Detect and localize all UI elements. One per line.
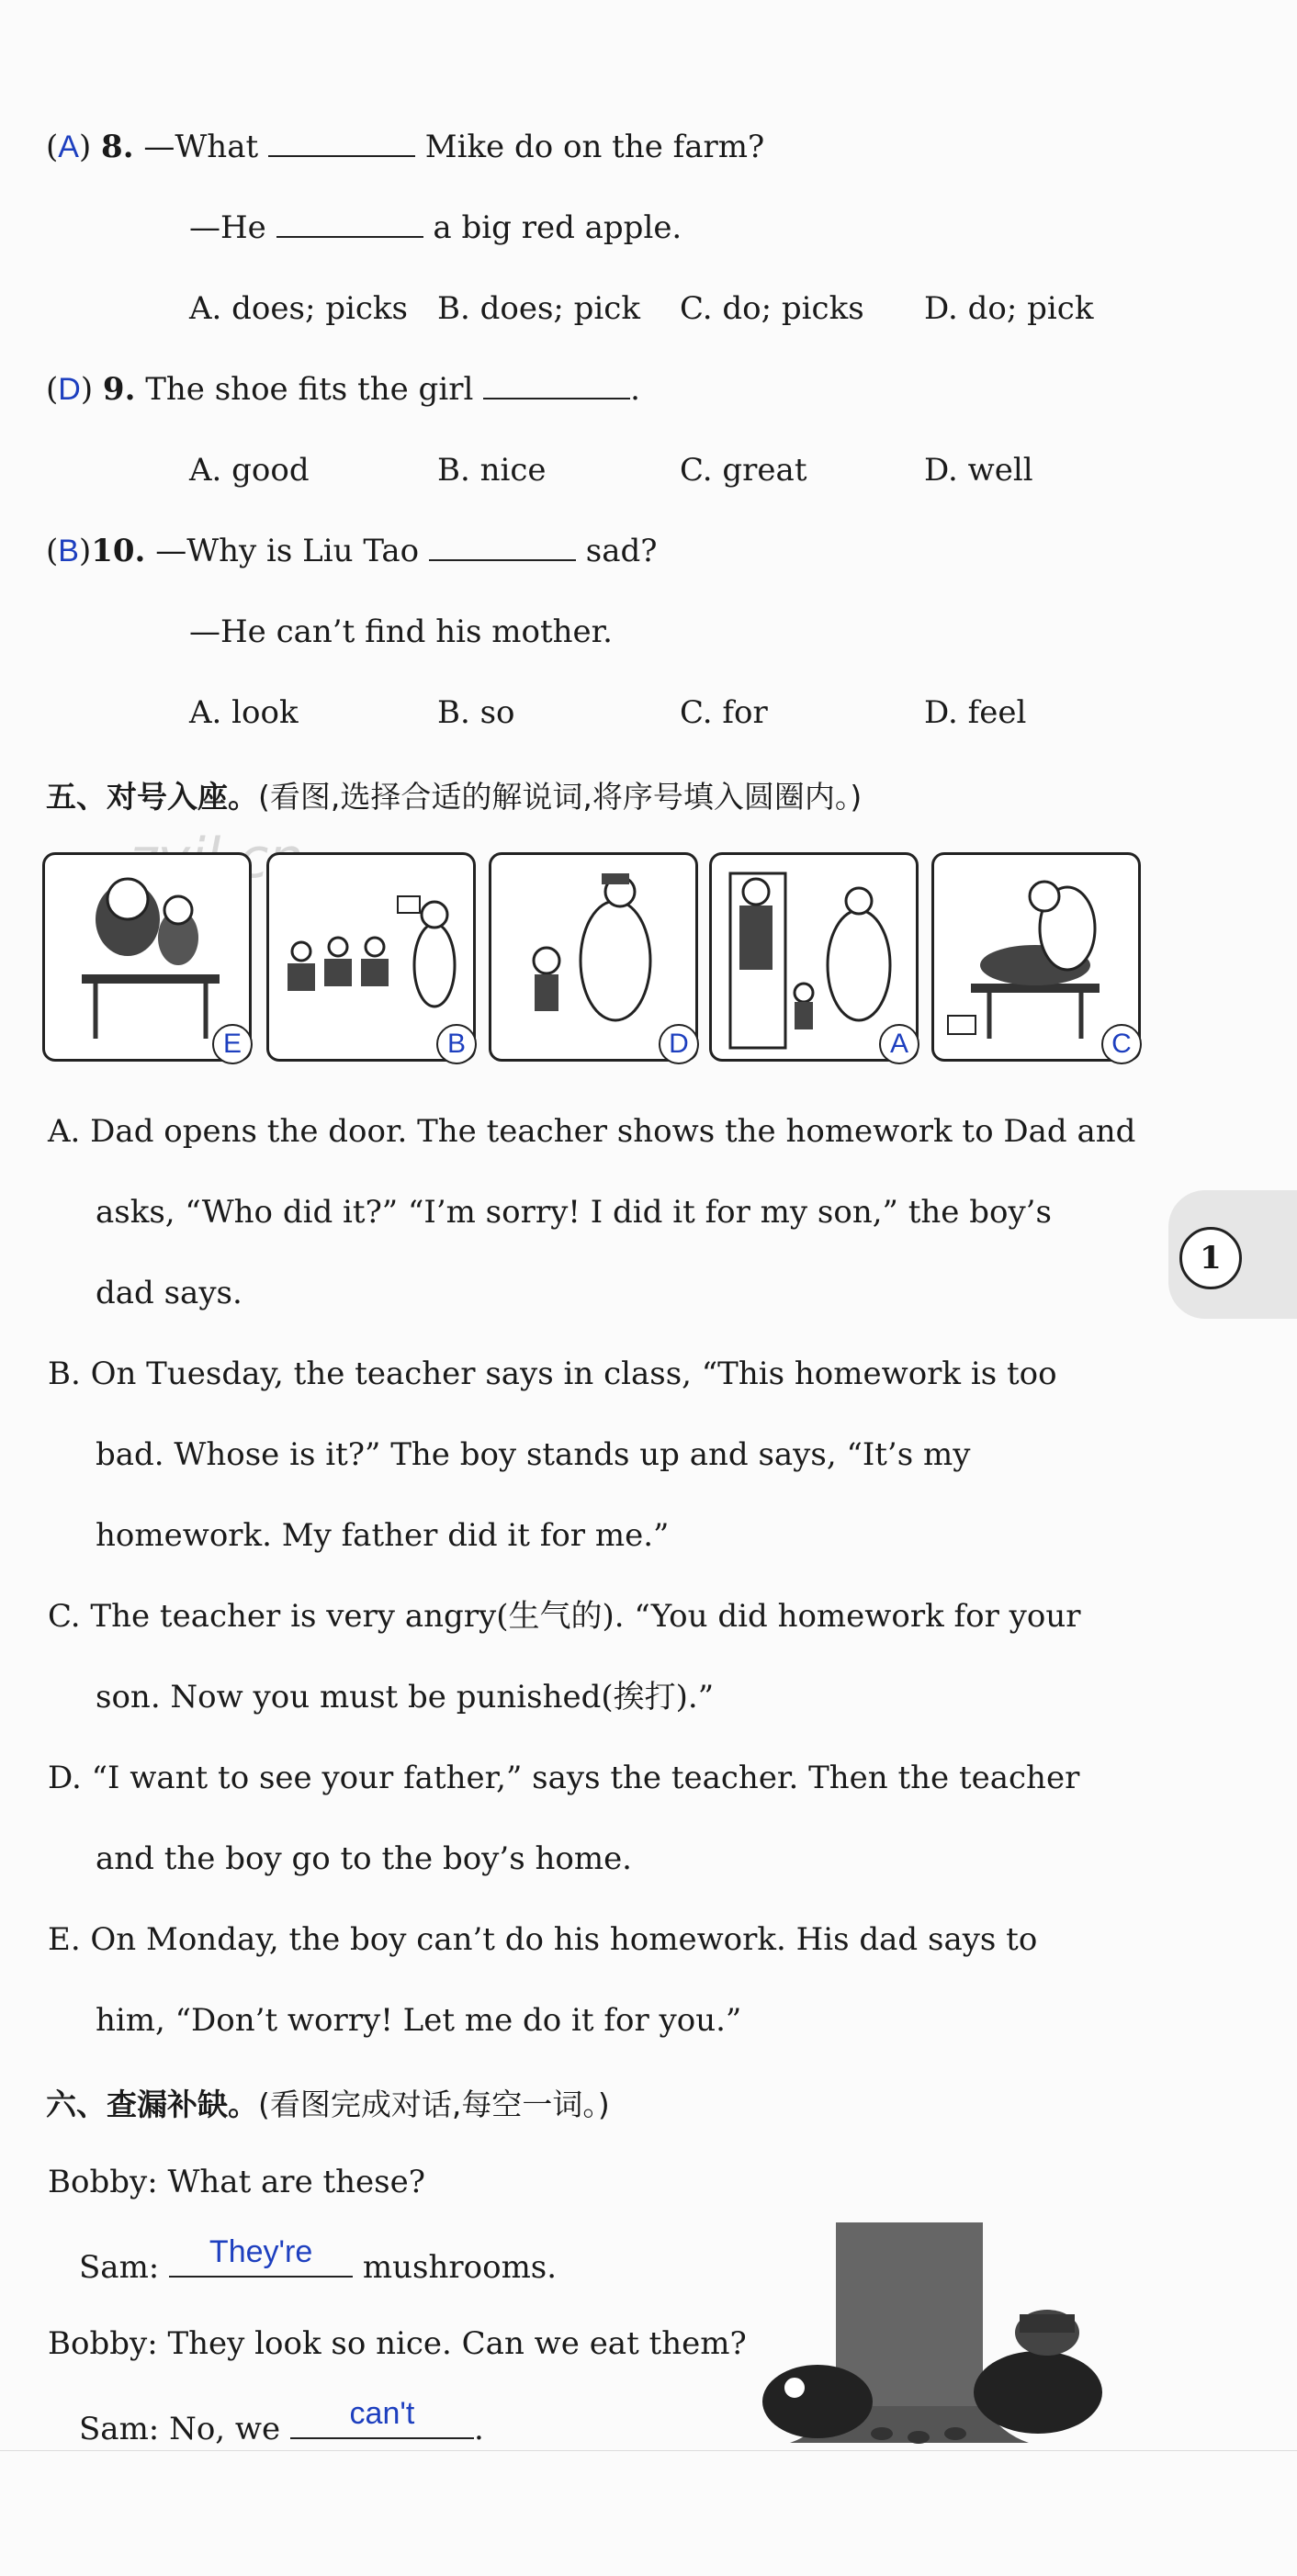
paragraph-c-line-1: C. The teacher is very angry(生气的). “You did homework for your: [48, 1598, 1081, 1635]
answer-8: A: [58, 129, 79, 164]
blank: [268, 131, 415, 157]
panel-answer-1: E: [212, 1024, 253, 1064]
question-9-line-1: (D) 9. The shoe fits the girl .: [46, 371, 640, 408]
dialog-line-4: Sam: No, we can't .: [79, 2396, 484, 2447]
option-10-d: D. feel: [924, 694, 1027, 731]
option-8-d: D. do; pick: [924, 290, 1094, 327]
question-number-8: 8.: [101, 129, 134, 165]
footer-divider: [0, 2450, 1297, 2451]
answer-blank-2: can't: [290, 2404, 474, 2439]
option-9-a: A. good: [189, 452, 310, 489]
picture-panel-2: [266, 852, 476, 1062]
picture-panel-5: [931, 852, 1141, 1062]
question-number-9: 9.: [102, 371, 136, 408]
option-9-b: B. nice: [437, 452, 547, 489]
picture-panel-4: [709, 852, 919, 1062]
section-5-heading: 五、对号入座。(看图,选择合适的解说词,将序号填入圆圈内。): [46, 779, 863, 815]
question-8-line-1: (A) 8. —What Mike do on the farm?: [46, 129, 765, 165]
picture-panel-1: [42, 852, 252, 1062]
answer-9: D: [58, 372, 81, 407]
mushrooms-tree-illustration: [735, 2222, 1130, 2452]
paragraph-b-line-2: bad. Whose is it?” The boy stands up and says, “It’s my: [96, 1436, 971, 1473]
section-6-heading: 六、查漏补缺。(看图完成对话,每空一词。): [46, 2087, 610, 2122]
panel-answer-3: D: [659, 1024, 699, 1064]
option-8-a: A. does; picks: [189, 290, 408, 327]
panel-answer-5: C: [1101, 1024, 1142, 1064]
option-9-d: D. well: [924, 452, 1033, 489]
answer-10: B: [58, 534, 79, 568]
page-number: 1: [1179, 1227, 1242, 1289]
option-10-b: B. so: [437, 694, 515, 731]
paragraph-a-line-2: asks, “Who did it?” “I’m sorry! I did it for my son,” the boy’s: [96, 1194, 1052, 1231]
panel-answer-2: B: [436, 1024, 477, 1064]
answer-blank-1: They're: [169, 2243, 353, 2278]
paragraph-e-line-2: him, “Don’t worry! Let me do it for you.”: [96, 2002, 742, 2039]
blank: [429, 535, 576, 561]
question-8-line-2: —He a big red apple.: [189, 209, 682, 246]
blank: [483, 374, 630, 399]
paragraph-a-line-3: dad says.: [96, 1275, 242, 1311]
option-10-c: C. for: [680, 694, 768, 731]
dialog-line-2: Sam: They're mushrooms.: [79, 2234, 558, 2286]
option-8-c: C. do; picks: [680, 290, 864, 327]
option-8-b: B. does; pick: [437, 290, 640, 327]
paragraph-b-line-3: homework. My father did it for me.”: [96, 1517, 670, 1554]
panel-answer-4: A: [879, 1024, 919, 1064]
option-10-a: A. look: [189, 694, 299, 731]
paragraph-d-line-1: D. “I want to see your father,” says the teacher. Then the teacher: [48, 1760, 1080, 1796]
dialog-line-3: Bobby: They look so nice. Can we eat them?: [48, 2325, 747, 2362]
page-tab: [1168, 1190, 1297, 1319]
question-number-10: 10.: [91, 533, 146, 569]
question-10-line-2: —He can’t find his mother.: [189, 613, 613, 650]
paragraph-a-line-1: A. Dad opens the door. The teacher shows the homework to Dad and: [48, 1113, 1136, 1150]
option-9-c: C. great: [680, 452, 807, 489]
picture-panel-3: [489, 852, 698, 1062]
blank: [276, 212, 423, 238]
dialog-line-1: Bobby: What are these?: [48, 2164, 425, 2200]
question-10-line-1: (B)10. —Why is Liu Tao sad?: [46, 533, 658, 569]
paragraph-b-line-1: B. On Tuesday, the teacher says in class, “This homework is too: [48, 1355, 1057, 1392]
paragraph-e-line-1: E. On Monday, the boy can’t do his homework. His dad says to: [48, 1921, 1038, 1958]
paragraph-d-line-2: and the boy go to the boy’s home.: [96, 1840, 632, 1877]
paragraph-c-line-2: son. Now you must be punished(挨打).”: [96, 1679, 715, 1715]
